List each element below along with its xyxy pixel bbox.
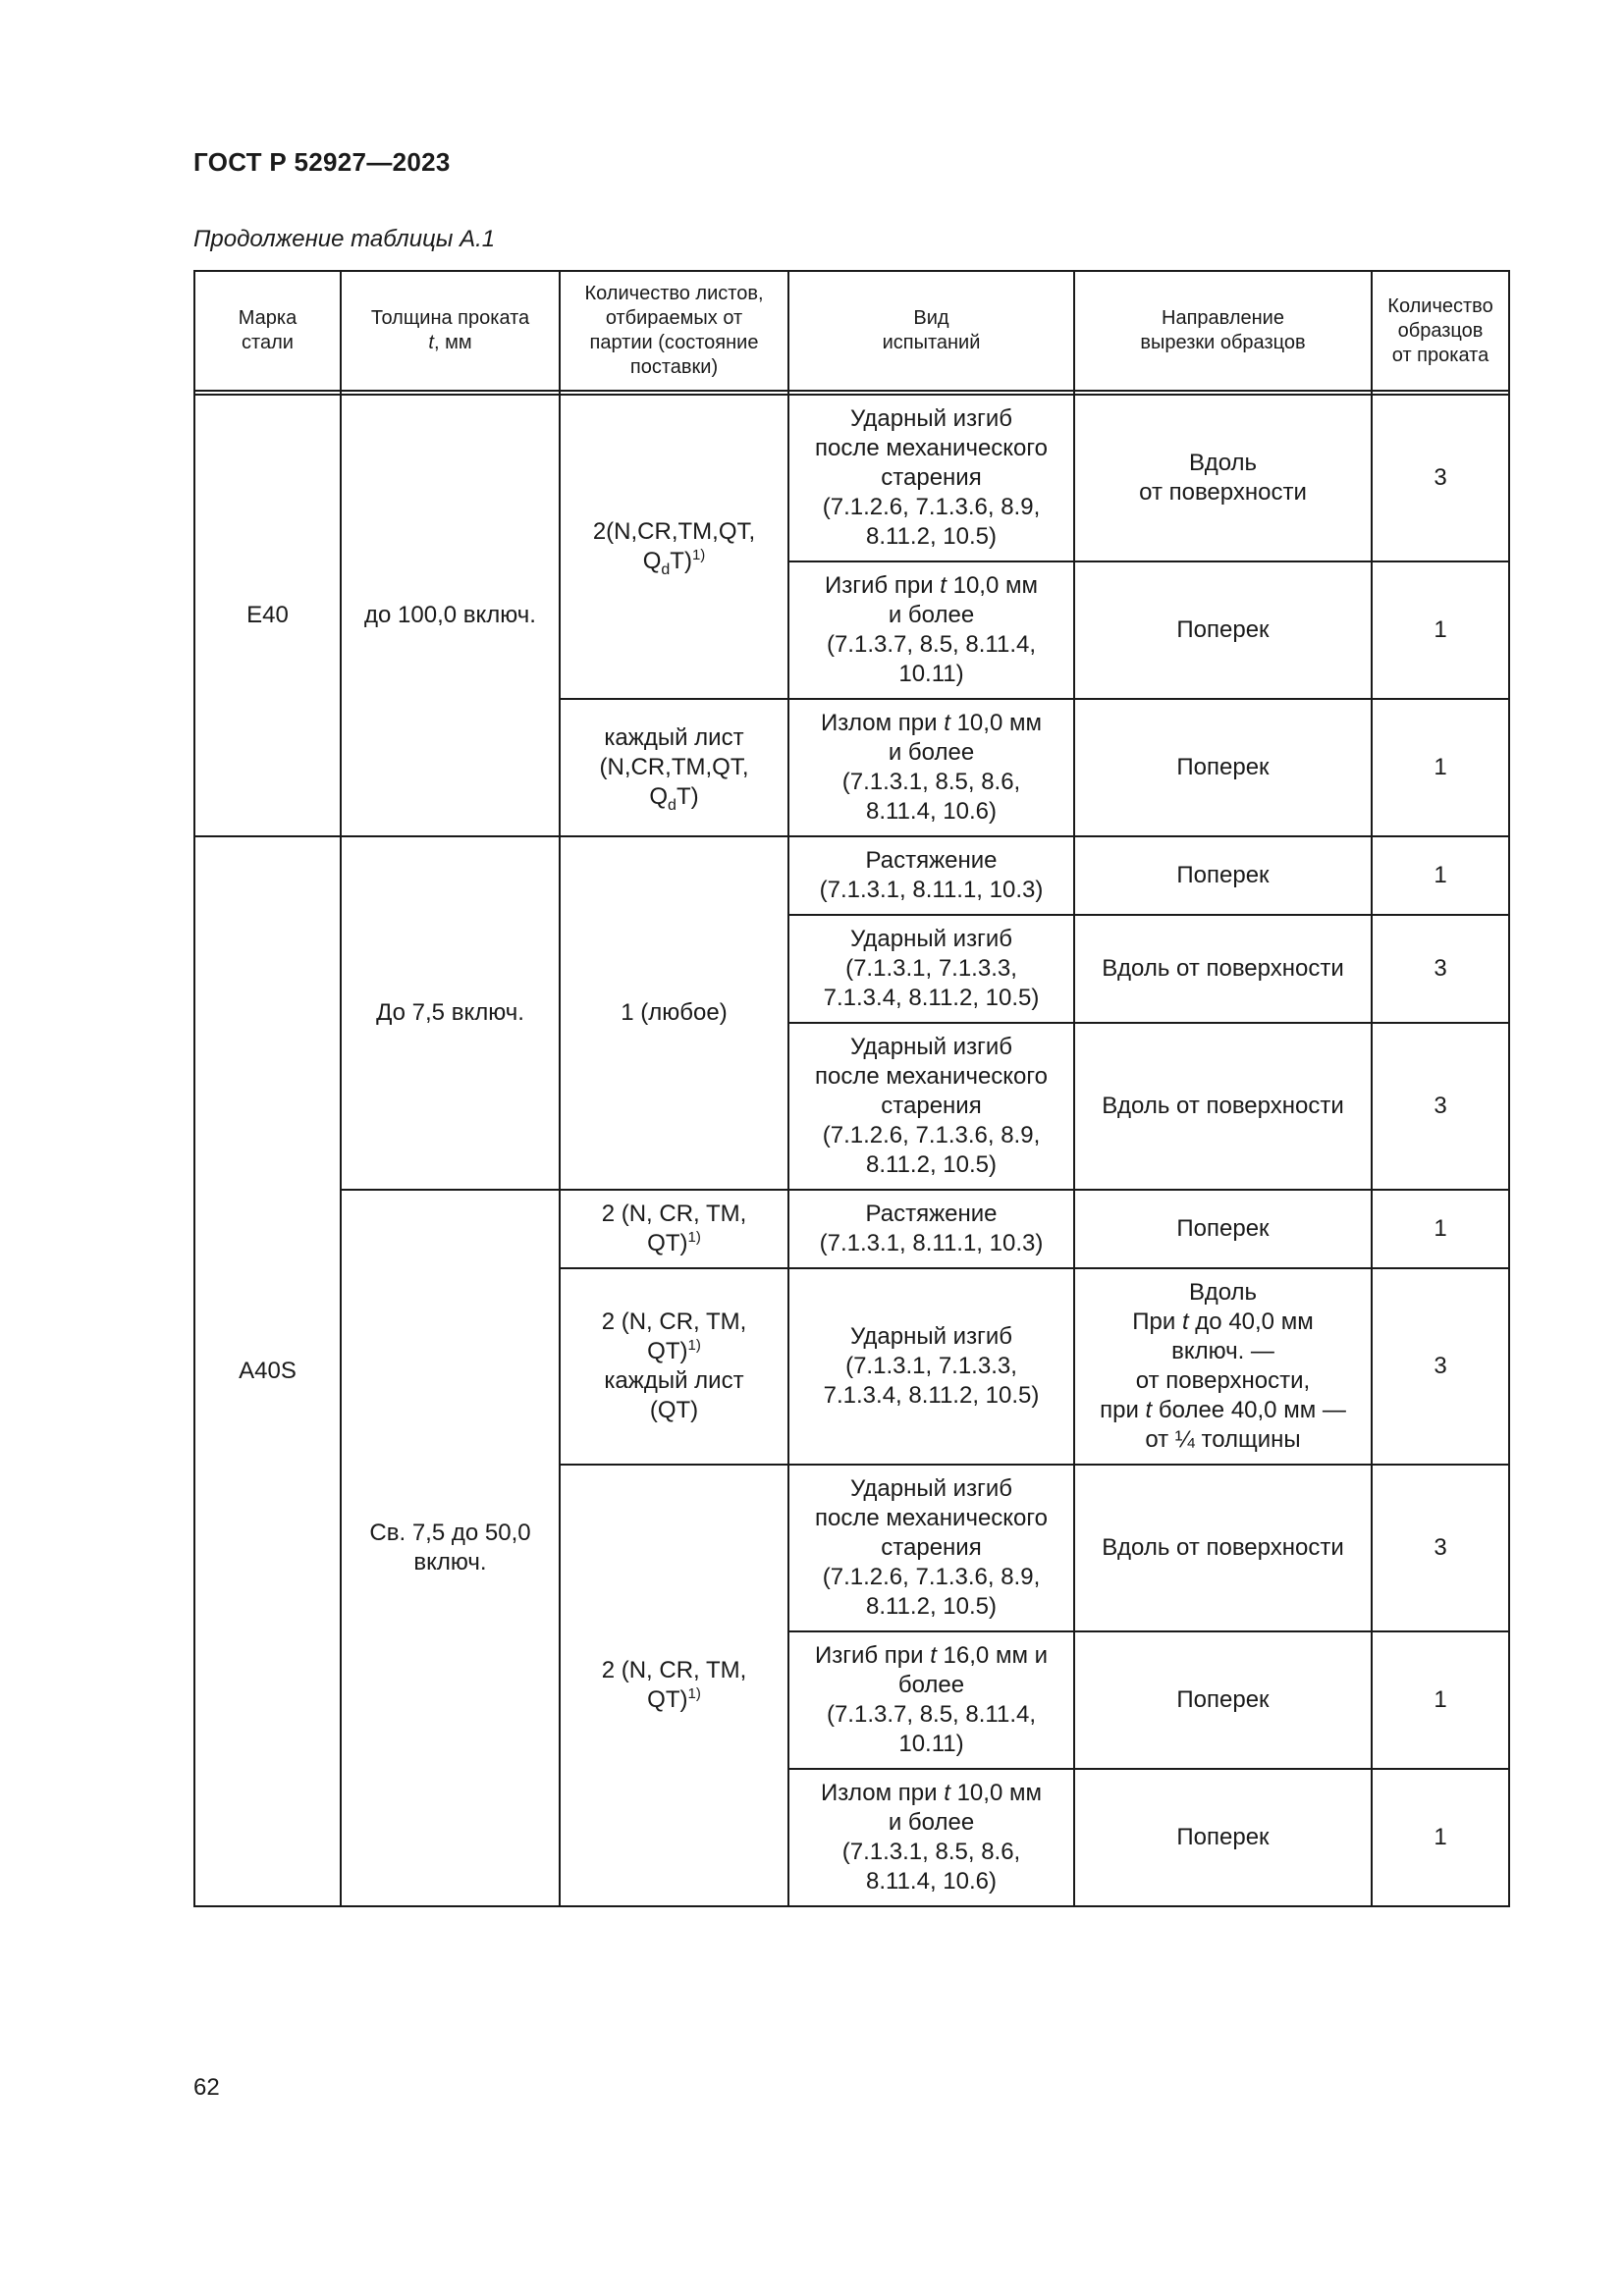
qty-subscript: d — [668, 796, 677, 814]
header-thickness-unit: , мм — [433, 332, 472, 353]
cell-count: 3 — [1372, 1023, 1509, 1190]
cell-direction: Вдоль от поверхности — [1074, 1465, 1372, 1631]
cell-test: Растяжение (7.1.3.1, 8.11.1, 10.3) — [788, 836, 1074, 915]
cell-thickness-a40s-2: Св. 7,5 до 50,0 включ. — [341, 1190, 560, 1906]
test-text: Излом при — [821, 1780, 945, 1806]
header-thickness-label: Толщина проката — [370, 307, 530, 329]
cell-thickness-a40s-1: До 7,5 включ. — [341, 836, 560, 1190]
qty-subscript: d — [661, 561, 671, 578]
header-specimen-count: Количество образцов от проката — [1372, 271, 1509, 391]
cell-test: Растяжение (7.1.3.1, 8.11.1, 10.3) — [788, 1190, 1074, 1268]
cell-qty-a — [560, 1190, 788, 1268]
document-header: ГОСТ Р 52927—2023 — [193, 147, 451, 177]
qty-tail: каждый лист (QT) — [604, 1367, 744, 1423]
table-header-row — [194, 271, 1509, 391]
qty-text: 2 (N, CR, TM, QT) — [601, 1308, 747, 1364]
cell-count: 3 — [1372, 1268, 1509, 1465]
table-row — [194, 395, 1509, 561]
cell-test — [788, 699, 1074, 836]
footnote-mark: 1) — [687, 1229, 701, 1246]
header-cut-direction: Направление вырезки образцов — [1074, 271, 1372, 391]
qty-tail: T) — [670, 548, 692, 574]
dir-text: Вдоль При — [1132, 1279, 1258, 1335]
cell-test — [788, 561, 1074, 699]
header-sheet-count: Количество листов, отбираемых от партии (состояние поставки) — [560, 271, 788, 391]
table-row — [194, 836, 1509, 915]
cell-direction: Поперек — [1074, 836, 1372, 915]
cell-test — [788, 1631, 1074, 1769]
cell-qty-c — [560, 1465, 788, 1906]
cell-count: 1 — [1372, 699, 1509, 836]
test-text-rest: 10,0 мм и более (7.1.3.7, 8.5, 8.11.4, 10.11) — [826, 572, 1038, 687]
qty-text: каждый лист (N,CR,TM,QT, Q — [599, 724, 749, 810]
header-thickness — [341, 271, 560, 391]
test-text-rest: 10,0 мм и более (7.1.3.1, 8.5, 8.6, 8.11.4, 10.6) — [841, 710, 1042, 825]
dir-text: более 40,0 мм — от ¼ толщины — [1145, 1397, 1346, 1453]
cell-test: Ударный изгиб после механического старения (7.1.2.6, 7.1.3.6, 8.9, 8.11.2, 10.5) — [788, 1465, 1074, 1631]
footnote-mark: 1) — [691, 547, 706, 563]
cell-test: Ударный изгиб (7.1.3.1, 7.1.3.3, 7.1.3.4, 8.11.2, 10.5) — [788, 1268, 1074, 1465]
cell-direction — [1074, 1268, 1372, 1465]
qty-text: 2(N,CR,TM,QT, Q — [592, 518, 756, 574]
cell-count: 3 — [1372, 1465, 1509, 1631]
cell-test — [788, 1769, 1074, 1906]
cell-test: Ударный изгиб после механического старения (7.1.2.6, 7.1.3.6, 8.9, 8.11.2, 10.5) — [788, 1023, 1074, 1190]
test-var: t — [944, 1780, 950, 1806]
cell-grade-e40: Е40 — [194, 395, 341, 836]
cell-qty-b — [560, 1268, 788, 1465]
test-text-rest: 10,0 мм и более (7.1.3.1, 8.5, 8.6, 8.11.4, 10.6) — [841, 1780, 1042, 1895]
header-steel-grade: Марка стали — [194, 271, 341, 391]
specimen-table — [193, 270, 1510, 1907]
cell-grade-a40s: А40S — [194, 836, 341, 1906]
qty-text: 2 (N, CR, TM, QT) — [601, 1201, 747, 1256]
dir-var: t — [1145, 1397, 1153, 1423]
table-caption: Продолжение таблицы А.1 — [193, 226, 496, 252]
cell-count: 1 — [1372, 1769, 1509, 1906]
cell-count: 1 — [1372, 561, 1509, 699]
cell-count: 3 — [1372, 395, 1509, 561]
cell-count: 1 — [1372, 1190, 1509, 1268]
test-text: Изгиб при — [825, 572, 941, 599]
test-var: t — [930, 1642, 937, 1669]
cell-direction: Вдоль от поверхности — [1074, 1023, 1372, 1190]
test-text: Излом при — [821, 710, 945, 736]
cell-count: 3 — [1372, 915, 1509, 1023]
table-row — [194, 1190, 1509, 1268]
cell-test: Ударный изгиб после механического старения (7.1.2.6, 7.1.3.6, 8.9, 8.11.2, 10.5) — [788, 395, 1074, 561]
dir-var: t — [1181, 1308, 1189, 1335]
cell-test: Ударный изгиб (7.1.3.1, 7.1.3.3, 7.1.3.4, 8.11.2, 10.5) — [788, 915, 1074, 1023]
header-thickness-var: t — [428, 332, 434, 353]
header-test-type: Вид испытаний — [788, 271, 1074, 391]
footnote-mark: 1) — [687, 1337, 701, 1354]
cell-count: 1 — [1372, 836, 1509, 915]
cell-direction: Поперек — [1074, 1769, 1372, 1906]
footnote-mark: 1) — [687, 1685, 701, 1702]
cell-count: 1 — [1372, 1631, 1509, 1769]
cell-qty-e40-a — [560, 395, 788, 699]
qty-tail: T) — [676, 783, 699, 810]
cell-direction: Поперек — [1074, 1190, 1372, 1268]
cell-direction: Вдоль от поверхности — [1074, 915, 1372, 1023]
cell-direction: Поперек — [1074, 699, 1372, 836]
test-text-rest: 16,0 мм и более (7.1.3.7, 8.5, 8.11.4, 10.11) — [826, 1642, 1049, 1757]
cell-thickness-e40: до 100,0 включ. — [341, 395, 560, 836]
dir-text: до 40,0 мм включ. — от поверхности, при — [1100, 1308, 1314, 1423]
cell-direction: Вдоль от поверхности — [1074, 395, 1372, 561]
cell-direction: Поперек — [1074, 561, 1372, 699]
test-var: t — [944, 710, 950, 736]
cell-qty-any: 1 (любое) — [560, 836, 788, 1190]
cell-direction: Поперек — [1074, 1631, 1372, 1769]
qty-text: 2 (N, CR, TM, QT) — [601, 1657, 747, 1713]
page-number: 62 — [193, 2074, 220, 2101]
test-text: Изгиб при — [814, 1642, 931, 1669]
test-var: t — [940, 572, 947, 599]
cell-qty-e40-b — [560, 699, 788, 836]
